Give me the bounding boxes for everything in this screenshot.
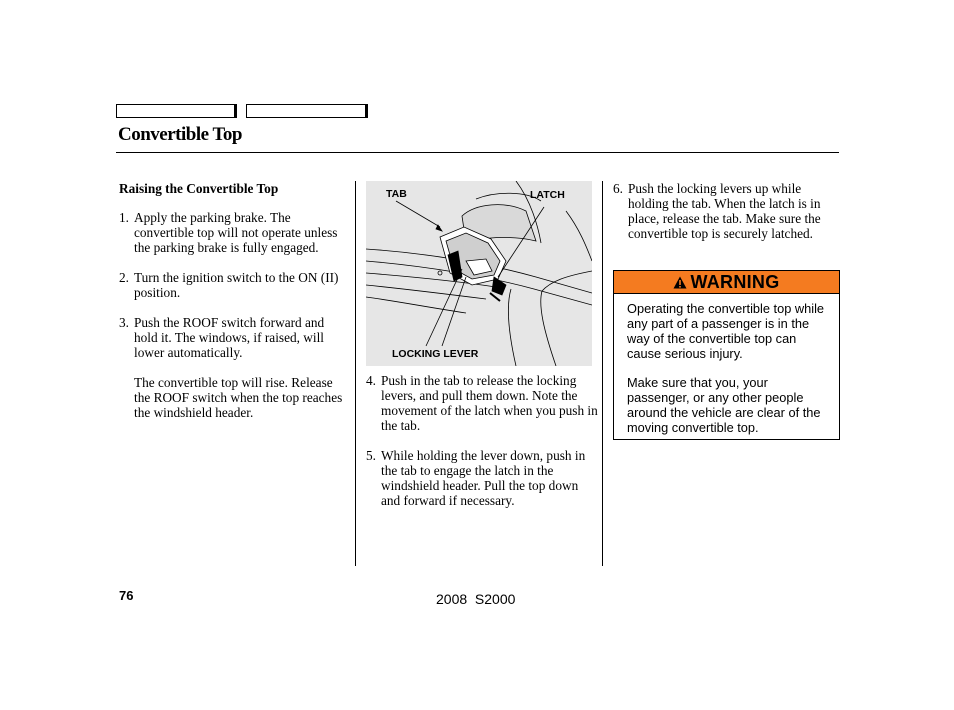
step-3	[119, 315, 351, 360]
page-title: Convertible Top	[118, 124, 242, 145]
step-1	[119, 210, 351, 255]
column-2	[366, 373, 598, 523]
step-5	[366, 448, 598, 508]
warning-title: WARNING	[690, 271, 780, 292]
warning-body	[614, 294, 839, 435]
step-number: 5.	[366, 448, 376, 463]
step-3-note: The convertible top will rise. Release the ROOF switch when the top reaches the windshield header.	[134, 375, 343, 420]
step-number: 1.	[119, 210, 129, 225]
warning-triangle-icon	[673, 276, 687, 289]
nav-tab-box-2[interactable]	[246, 104, 366, 118]
warning-header	[614, 271, 839, 294]
title-divider	[116, 152, 839, 153]
step-text: Turn the ignition switch to the ON (II) position.	[134, 270, 339, 300]
step-text: Apply the parking brake. The convertible top will not operate unless the parking brake is fully engaged.	[134, 210, 338, 255]
section-heading: Raising the Convertible Top	[119, 181, 279, 196]
latch-drawing	[366, 181, 592, 366]
warning-paragraph: Operating the convertible top while any part of a passenger is in the way of the convertible top can cause serious injury.	[627, 301, 825, 361]
column-3	[613, 181, 843, 256]
latch-label: LATCH	[530, 189, 565, 201]
step-text: While holding the lever down, push in the tab to engage the latch in the windshield header. Pull the top down and forward if necessary.	[381, 448, 586, 508]
step-6	[613, 181, 843, 241]
step-4	[366, 373, 598, 433]
tab-label: TAB	[386, 188, 407, 200]
footer-model-year: 2008 S2000	[436, 591, 516, 607]
warning-paragraph: Make sure that you, your passenger, or any other people around the vehicle are clear of the moving convertible top.	[627, 375, 821, 435]
column-divider	[355, 181, 356, 566]
step-number: 4.	[366, 373, 376, 388]
step-text: Push the ROOF switch forward and hold it. The windows, if raised, will lower automatically.	[134, 315, 325, 360]
step-text: Push in the tab to release the locking levers, and pull them down. Note the movement of the latch when you push in the tab.	[381, 373, 598, 433]
step-number: 6.	[613, 181, 623, 196]
step-number: 2.	[119, 270, 129, 285]
column-divider	[602, 181, 603, 566]
step-text: Push the locking levers up while holding the tab. When the latch is in place, release the tab. Make sure the convertible top is securely latched.	[628, 181, 821, 241]
column-1	[119, 181, 351, 435]
warning-box	[613, 270, 840, 440]
convertible-top-latch-illustration	[366, 181, 592, 366]
page-number: 76	[119, 588, 134, 603]
step-number: 3.	[119, 315, 129, 330]
step-2	[119, 270, 351, 300]
locking-lever-label: LOCKING LEVER	[392, 348, 479, 360]
nav-tab-box-1[interactable]	[116, 104, 235, 118]
